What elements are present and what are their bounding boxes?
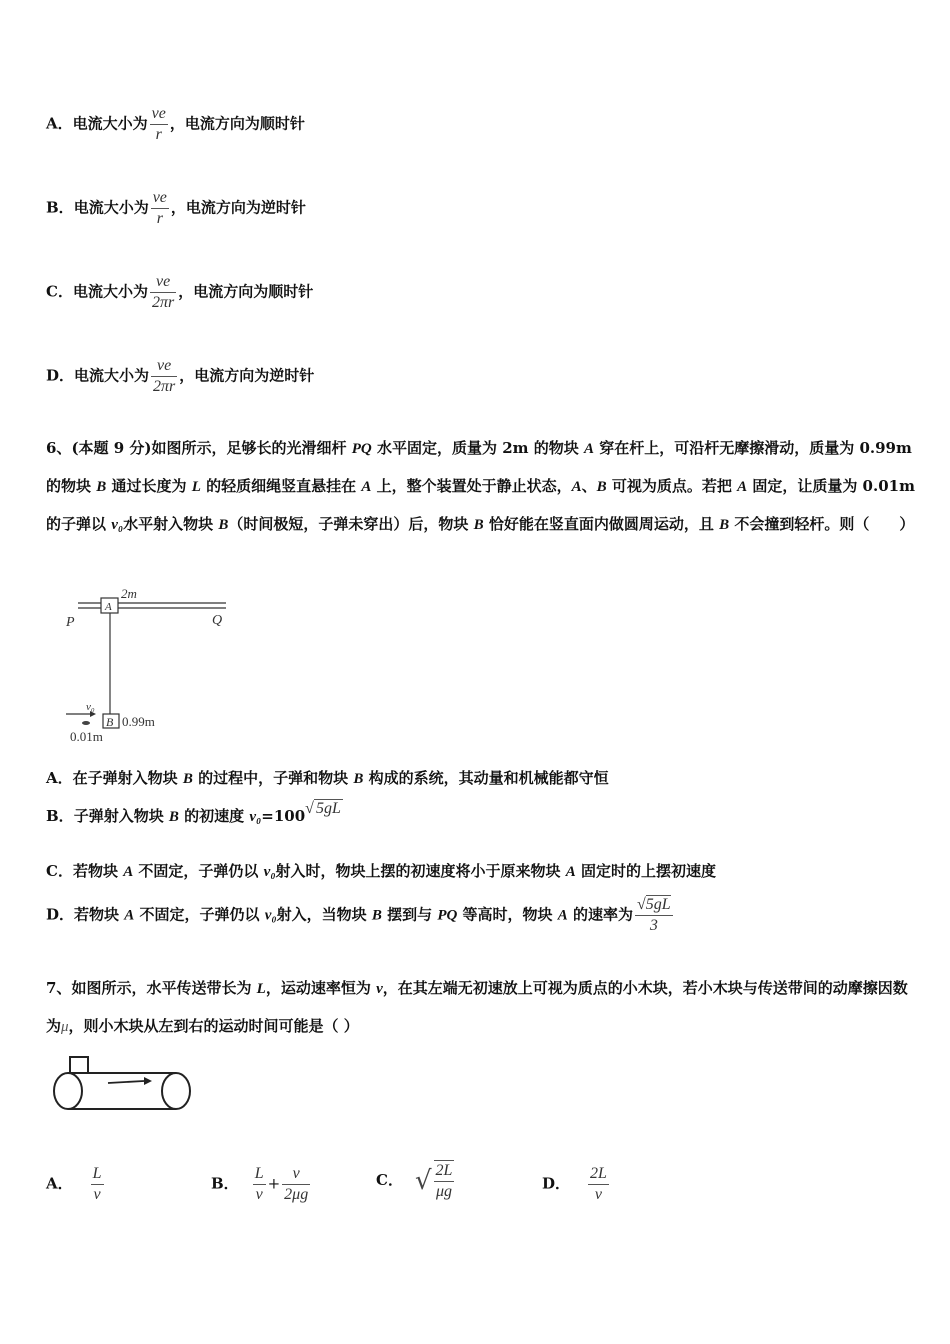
q7-figure bbox=[48, 1052, 198, 1116]
bullet bbox=[82, 721, 90, 725]
q6-option-b: B．子弹射入物块 B 的初速度 v₀=100√ 5gL bbox=[46, 800, 341, 825]
label-a: A bbox=[105, 601, 112, 613]
q6-option-a: A．在子弹射入物块 B 的过程中，子弹和物块 B 构成的系统，其动量和机械能都守恒 bbox=[46, 769, 609, 787]
q6-option-d: D．若物块 A 不固定，子弹仍以 v₀射入，当物块 B 摆到与 PQ 等高时，物块 A 的速率为 $\frac{√5gL}{3}$ bbox=[46, 896, 671, 934]
label-099m: 0.99m bbox=[122, 714, 155, 729]
q5-option-a: A．电流大小为 $\frac{ve}{r}$ ，电流方向为顺时针 bbox=[46, 105, 305, 143]
q5-option-d: D．电流大小为 $\frac{ve}{2\pi r}$ ，电流方向为逆时针 bbox=[46, 357, 315, 395]
option-label: A． bbox=[46, 114, 73, 133]
label-001m: 0.01m bbox=[70, 729, 103, 744]
belt-direction-arrow bbox=[108, 1081, 144, 1083]
label-q: Q bbox=[212, 613, 223, 628]
q7-option-b: B． $\frac{L}{v}$ + $\frac{v}{2\mu g}$ bbox=[211, 1165, 309, 1203]
q7-stem: 7、如图所示，水平传送带长为 L，运动速率恒为 v，在其左端无初速放上可视为质点的小木块，若小木块与传送带间的动摩擦因数为μ，则小木块从左到右的运动时间可能是（ ） bbox=[46, 979, 908, 1035]
left-roller bbox=[54, 1073, 82, 1109]
q6-stem: 6、(本题 9 分)如图所示，足够长的光滑细杆 PQ 水平固定，质量为 2m 的物块 A 穿在杆上，可沿杆无摩擦滑动，质量为 0.99m 的物块 B 通过长度为 L 的轻质细绳竖直悬挂在 A 上，整个装置处于静止状态，A、B 可视为质点。若把 A 固定，让质量为 0.01m 的子弹以 v₀水平射入物块 B（时间极短，子弹未穿出）后，物块 B 恰好能在竖直面内做圆周运动，且 B 不会撞到轻杆。则（ ） bbox=[46, 439, 915, 533]
label-p: P bbox=[66, 615, 75, 630]
belt-direction-arrowhead bbox=[144, 1077, 152, 1085]
fraction: $\frac{ve}{2\pi r}$ bbox=[151, 273, 175, 311]
label-v0: v₀ bbox=[86, 701, 95, 713]
q7-option-c: C． √ $\frac{2L}{\mu g}$ bbox=[376, 1162, 453, 1200]
fraction: $\frac{ve}{r}$ bbox=[152, 189, 167, 227]
q6-figure bbox=[60, 586, 240, 746]
fraction: $\frac{2L}{v}$ bbox=[590, 1165, 607, 1203]
label-2m: 2m bbox=[121, 586, 137, 601]
q5-option-b: B．电流大小为 $\frac{ve}{r}$ ，电流方向为逆时针 bbox=[46, 189, 306, 227]
wood-block bbox=[70, 1057, 88, 1073]
fraction: $\frac{v}{2\mu g}$ bbox=[284, 1165, 309, 1203]
option-label: C． bbox=[46, 282, 73, 301]
q7-option-a: A． $\frac{L}{v}$ bbox=[46, 1165, 102, 1203]
q6-option-c: C．若物块 A 不固定，子弹仍以 v₀射入时，物块上摆的初速度将小于原来物块 A 固定时的上摆初速度 bbox=[46, 862, 717, 880]
q7-option-d: D． $\frac{2L}{v}$ bbox=[542, 1165, 607, 1203]
option-label: D． bbox=[46, 366, 75, 385]
label-b: B bbox=[106, 715, 114, 729]
sqrt: √ 5gL bbox=[305, 800, 341, 817]
fraction: $\frac{√5gL}{3}$ bbox=[637, 896, 671, 934]
q5-option-c: C．电流大小为 $\frac{ve}{2\pi r}$ ，电流方向为顺时针 bbox=[46, 273, 314, 311]
fraction: $\frac{L}{v}$ bbox=[92, 1165, 102, 1203]
option-label: B． bbox=[46, 198, 74, 217]
fraction: $\frac{ve}{2\pi r}$ bbox=[153, 357, 176, 395]
fraction: $\frac{L}{v}$ bbox=[254, 1165, 264, 1203]
fraction: $\frac{ve}{r}$ bbox=[151, 105, 166, 143]
fraction: $\frac{2L}{\mu g}$ bbox=[435, 1162, 453, 1200]
right-roller bbox=[162, 1073, 190, 1109]
